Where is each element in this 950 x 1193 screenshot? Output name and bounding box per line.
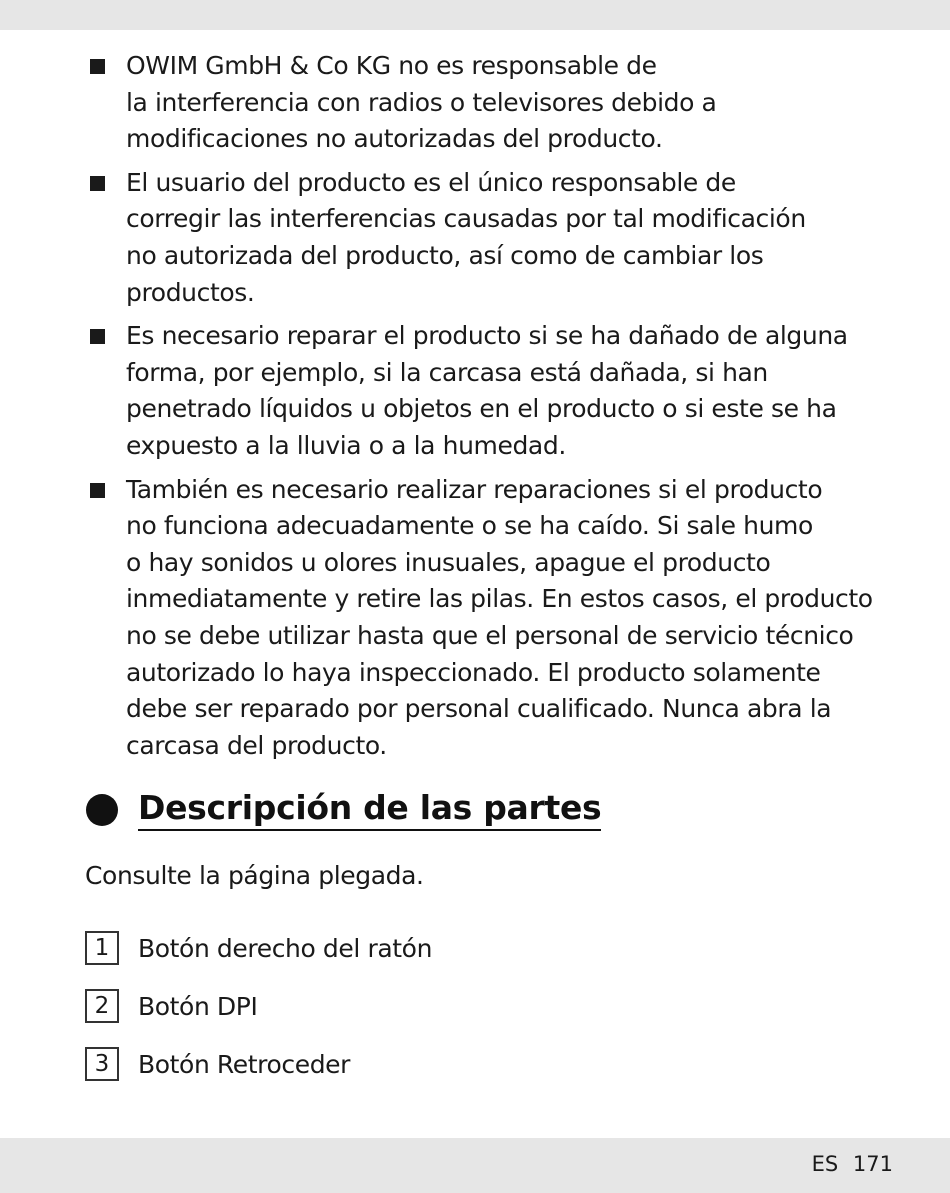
bullet-text: El usuario del producto es el único responsable de corregir las interferencias causadas por tal modificación no autorizada del producto, así como de cambiar los productos. [126, 167, 806, 307]
part-number-box: 1 [85, 931, 119, 965]
section-heading [86, 788, 601, 831]
section-title: Descripción de las partes [138, 788, 601, 831]
bullet-text: Es necesario reparar el producto si se ha dañado de alguna forma, por ejemplo, si la carcasa está dañada, si han penetrado líquidos u objetos en el producto o si este se ha expuesto a la lluvia o a la humedad. [126, 321, 848, 460]
section-intro: Consulte la página plegada. [85, 861, 424, 890]
top-margin-band [0, 0, 950, 30]
square-bullet-icon [90, 59, 105, 74]
square-bullet-icon [90, 483, 105, 498]
bullet-item [88, 165, 918, 311]
square-bullet-icon [90, 329, 105, 344]
circle-bullet-icon [86, 794, 118, 826]
part-item [85, 928, 432, 968]
part-label: Botón DPI [138, 991, 258, 1021]
safety-bullet-list [88, 48, 918, 771]
parts-list [85, 928, 432, 1102]
page-number: 171 [852, 1152, 893, 1176]
footer-language: ES [811, 1152, 839, 1176]
part-label: Botón Retroceder [138, 1049, 351, 1079]
square-bullet-icon [90, 176, 105, 191]
part-number-box: 3 [85, 1047, 119, 1081]
bullet-item [88, 318, 918, 464]
part-number-box: 2 [85, 989, 119, 1023]
bullet-text: OWIM GmbH & Co KG no es responsable de la interferencia con radios o televisores debido a modificaciones no autorizadas del producto. [126, 51, 717, 154]
part-label: Botón derecho del ratón [138, 933, 433, 963]
bullet-text: También es necesario realizar reparaciones si el producto no funciona adecuadamente o se ha caído. Si sale humo o hay sonidos u olores inusuales, apague el producto inmediatamente y retire las pilas. En estos casos, el producto no se debe utilizar hasta que el personal de servicio técnico autorizado lo haya inspeccionado. El producto solamente debe ser reparado por personal cualificado. Nunca abra la carcasa del producto. [126, 474, 873, 760]
part-item [85, 1044, 432, 1084]
page-footer [804, 1152, 893, 1176]
bullet-item [88, 48, 918, 158]
part-item [85, 986, 432, 1026]
bullet-item [88, 472, 918, 765]
